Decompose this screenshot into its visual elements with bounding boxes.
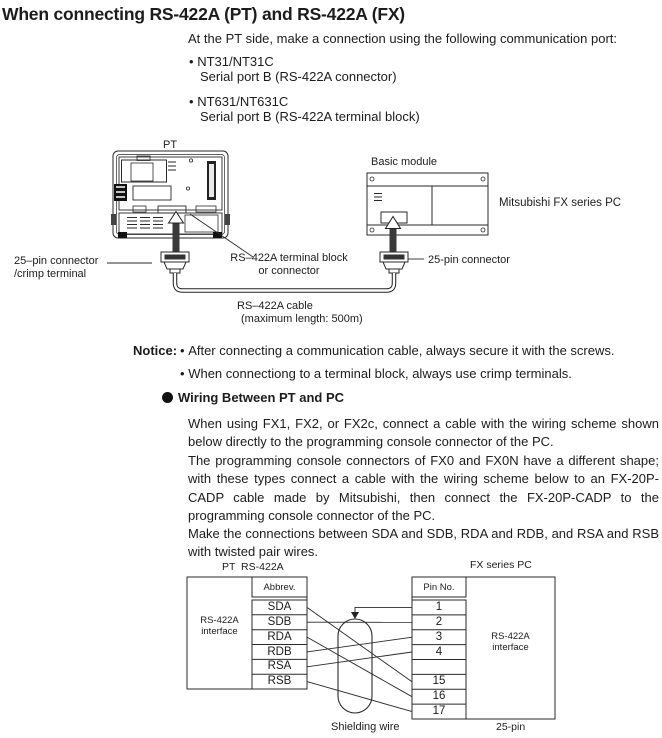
- wiring-heading-text: Wiring Between PT and PC: [178, 390, 345, 405]
- intro-text: At the PT side, make a connection using the following communication port:: [188, 31, 617, 46]
- port-detail: Serial port B (RS-422A connector): [200, 69, 397, 84]
- notice-text: After connecting a communication cable, always secure it with the screws.: [188, 343, 615, 358]
- notice-text: When connectiong to a terminal block, always use crimp terminals.: [188, 366, 572, 381]
- pin-no-header: Pin No.: [423, 582, 455, 593]
- wiring-paragraph: Make the connections between SDA and SDB, RDA and RDB, and RSA and RSB with twisted pair wires.: [188, 526, 659, 560]
- fx-pin-cell: 17: [432, 705, 446, 718]
- port-model: NT31/NT31C: [197, 54, 274, 69]
- pt-signal-cell: SDA: [267, 601, 292, 613]
- notice-item: [180, 343, 615, 358]
- basic-module-label: Basic module: [371, 156, 438, 168]
- pt-signal-cell: RDB: [267, 645, 292, 658]
- notice-label: Notice:: [133, 343, 178, 358]
- port-detail: Serial port B (RS-422A terminal block): [200, 109, 420, 124]
- fx-pin-cell: 1: [435, 601, 443, 613]
- bullet-glyph: •: [189, 54, 194, 69]
- fx-interface-label: [466, 631, 555, 653]
- wiring-heading: [162, 390, 344, 405]
- pt-signal-cell: RSB: [267, 675, 292, 688]
- pt-device-drawing: [111, 151, 230, 238]
- pt-table-title: PT RS-422A: [222, 561, 284, 573]
- terminal-block-callout-line: [190, 214, 253, 257]
- section-bullet-icon: [162, 392, 173, 403]
- signal-wires: [307, 607, 412, 711]
- terminal-block-label2: or connector: [258, 265, 320, 277]
- fx-pin-cell: 2: [435, 615, 443, 628]
- shield-wire-loop: [338, 607, 412, 713]
- port-item: [189, 94, 288, 109]
- cable-label: RS–422A cable: [237, 300, 313, 312]
- notice-item: [180, 366, 572, 381]
- pt-label: PT: [163, 139, 178, 151]
- wiring-paragraph: When using FX1, FX2, or FX2c, connect a cable with the wiring scheme shown below directly to the programming console connector of the PC.: [188, 416, 659, 450]
- iface-line: interface: [201, 626, 238, 637]
- wiring-paragraph: The programming console connectors of FX0 and FX0N have a different shape; with these types connect a cable with the wiring scheme below to an FX-20P-CADP cable made by Mitsubishi, then connect the FX-20P-CADP to the programming console connector of the PC.: [188, 453, 659, 523]
- cable-label2: (maximum length: 500m): [241, 313, 363, 325]
- left-25pin-connector-drawing: [161, 252, 189, 273]
- iface-line: RS-422A: [200, 615, 239, 626]
- terminal-block-label: RS–422A terminal block: [230, 252, 348, 264]
- pt-port-arrow: [169, 212, 184, 253]
- pt-signal-cell: SDB: [267, 615, 292, 628]
- left-connector-label2: /crimp terminal: [14, 268, 87, 280]
- abbrev-header: Abbrev.: [263, 582, 296, 593]
- pt-signal-cell: RDA: [267, 630, 292, 643]
- fx-pin-cell: 3: [435, 630, 443, 643]
- pin-count-label: 25-pin: [496, 721, 526, 733]
- shielding-wire-label: Shielding wire: [331, 721, 400, 733]
- fx-pin-cell: 16: [432, 690, 446, 703]
- fx-pin-cell: 15: [432, 675, 446, 688]
- port-item: [189, 54, 274, 69]
- bullet-glyph: •: [189, 94, 194, 109]
- page-title: When connecting RS-422A (PT) and RS-422A (FX): [2, 4, 405, 24]
- fx-table-title: FX series PC: [470, 559, 532, 571]
- pt-interface-label: [187, 615, 252, 637]
- bullet-glyph: •: [180, 343, 185, 358]
- port-model: NT631/NT631C: [197, 94, 289, 109]
- fx-pin-cell: 4: [435, 645, 443, 658]
- left-connector-label: 25–pin connector: [14, 255, 99, 267]
- right-connector-label: 25-pin connector: [428, 254, 510, 266]
- pt-signal-cell: RSA: [267, 660, 292, 673]
- fx-module-drawing: [367, 173, 488, 235]
- iface-line: interface: [492, 642, 529, 653]
- pc-label: Mitsubishi FX series PC: [499, 197, 622, 209]
- bullet-glyph: •: [180, 366, 185, 381]
- right-25pin-connector-drawing: [380, 252, 408, 273]
- iface-line: RS-422A: [491, 631, 530, 642]
